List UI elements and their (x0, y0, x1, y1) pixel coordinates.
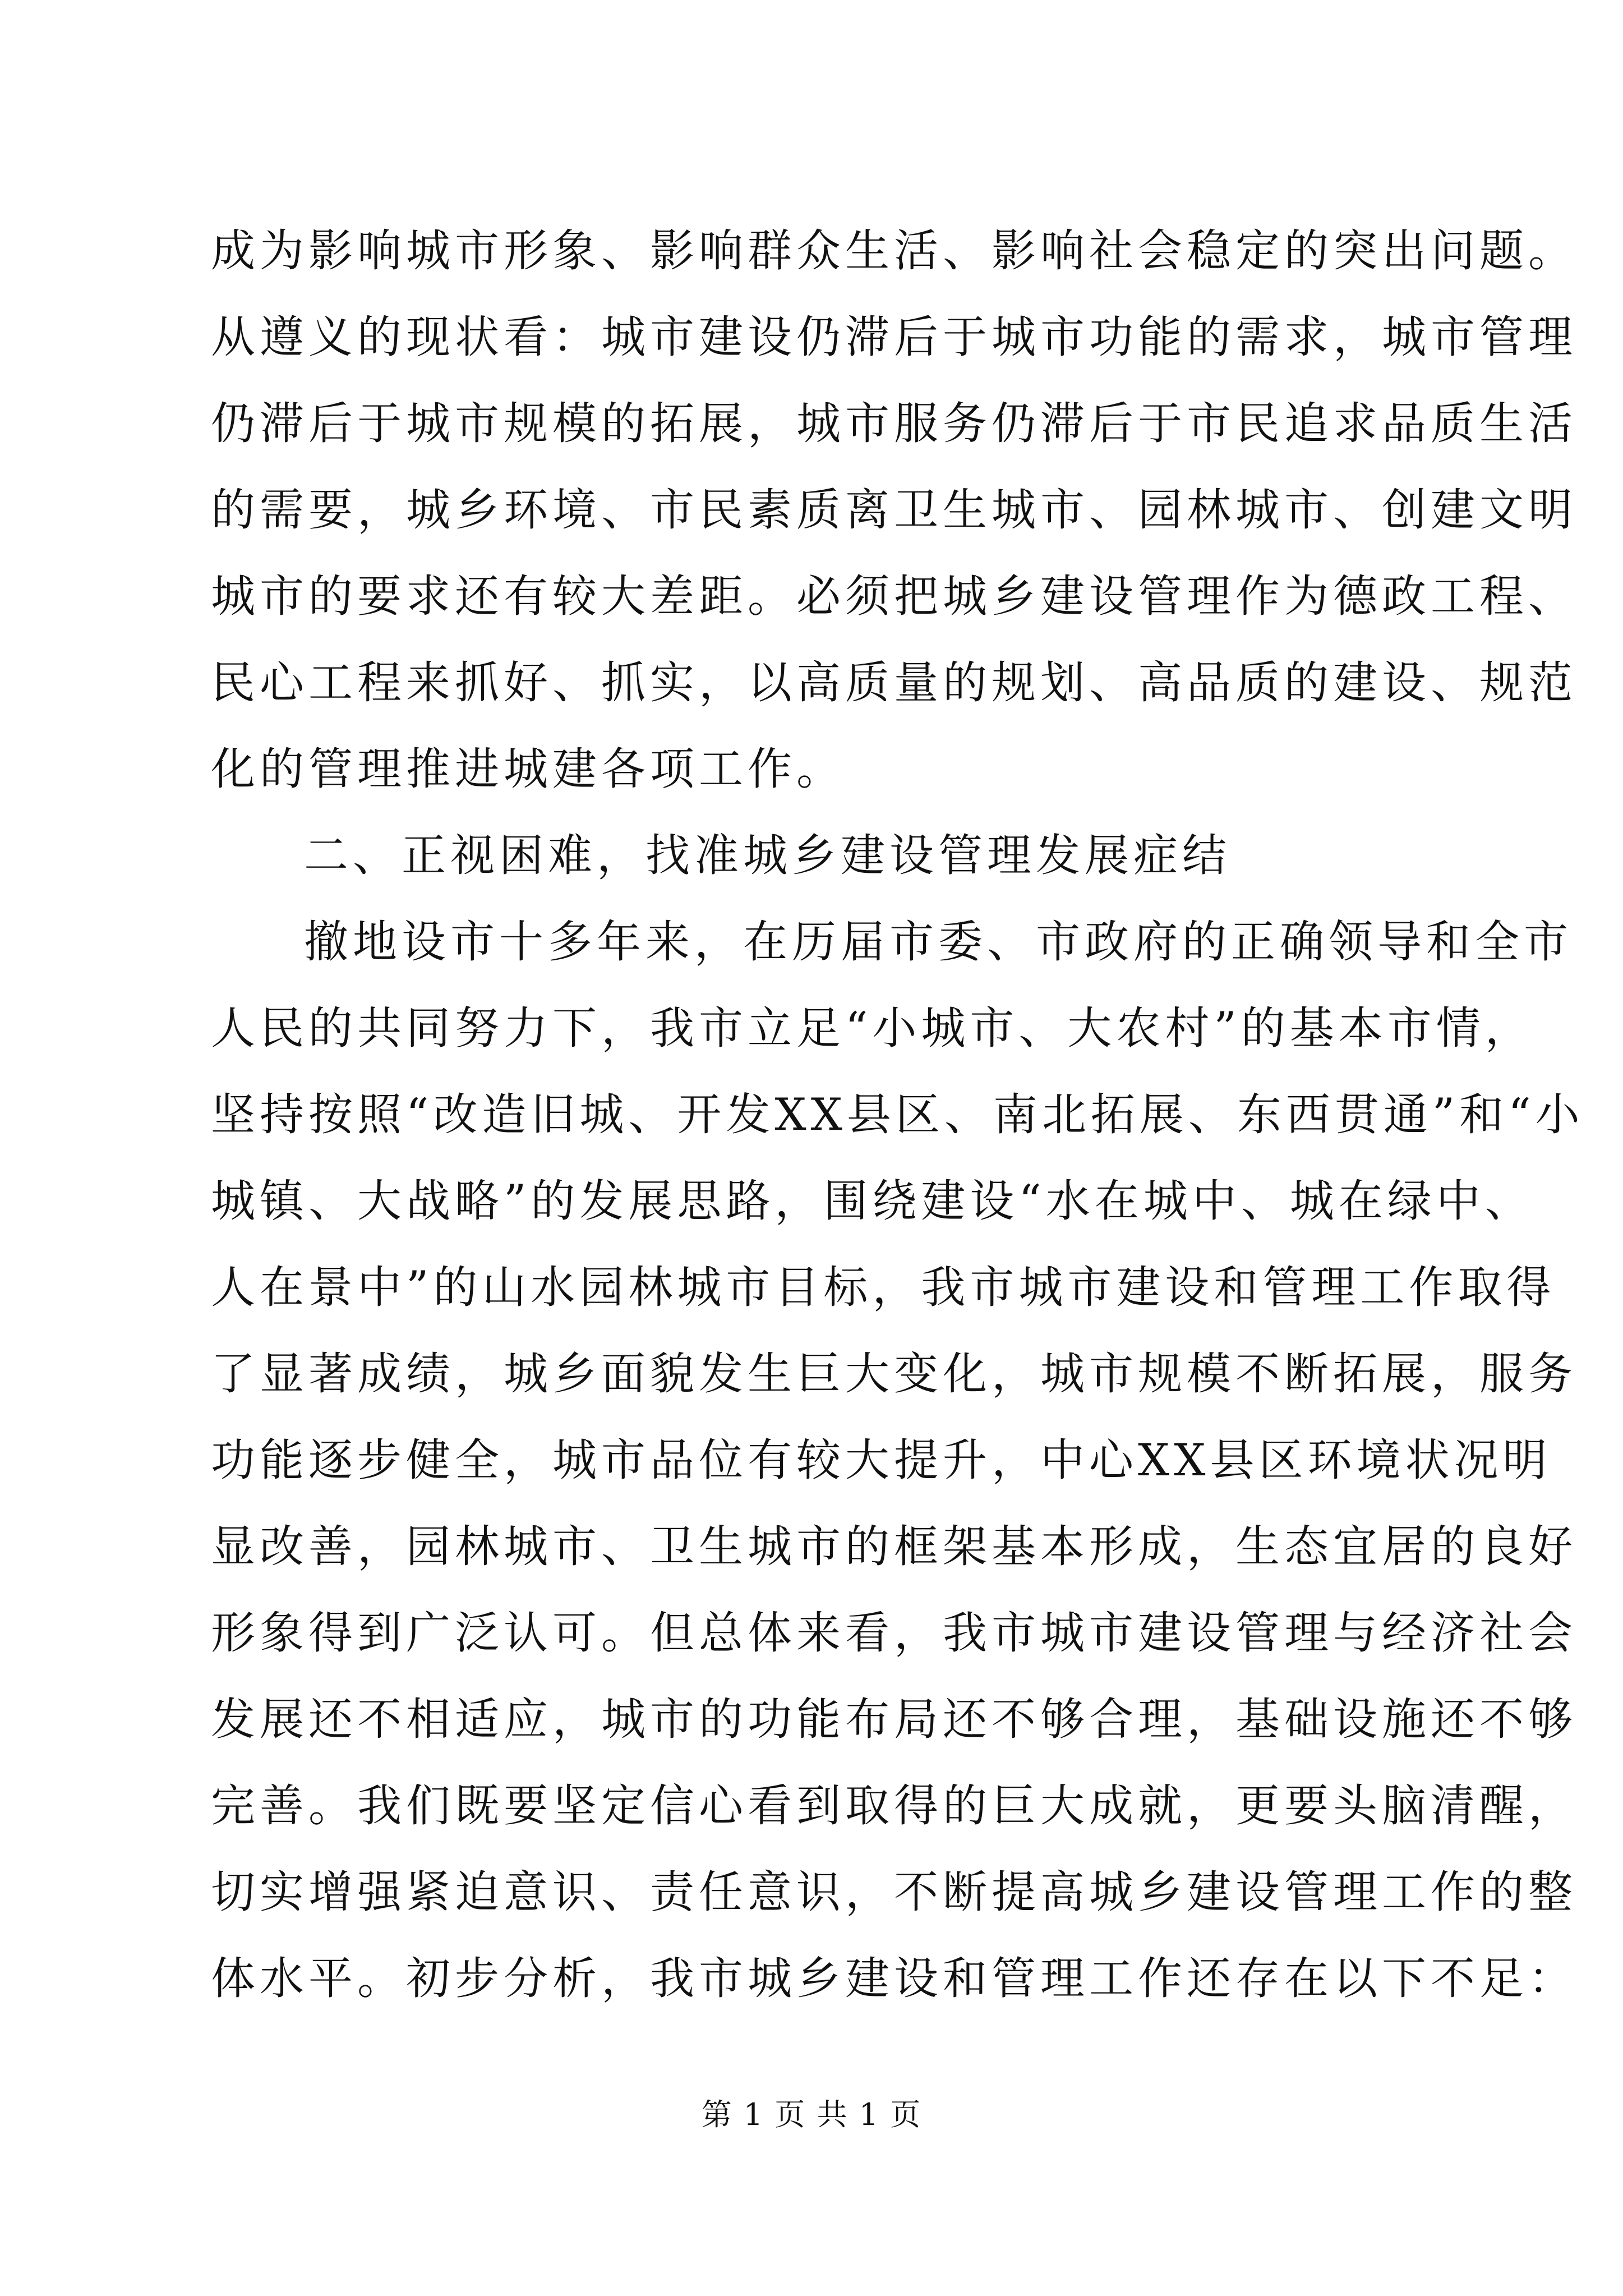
text-line: 民心工程来抓好、抓实，以高质量的规划、高品质的建设、规范 (211, 657, 1577, 708)
text-line: 城市的要求还有较大差距。必须把城乡建设管理作为德政工程、 (211, 570, 1577, 622)
text-line: 城镇、大战略”的发展思路，围绕建设“水在城中、城在绿中、 (211, 1175, 1534, 1227)
text-line: 化的管理推进城建各项工作。 (211, 743, 845, 795)
text-line: 完善。我们既要坚定信心看到取得的巨大成就，更要头脑清醒， (211, 1780, 1577, 1832)
text-line: 人在景中”的山水园林城市目标，我市城市建设和管理工作取得 (211, 1262, 1556, 1313)
text-line: 坚持按照“改造旧城、开发XX县区、南北拓展、东西贯通”和“小 (211, 1089, 1584, 1140)
text-line: 从遵义的现状看：城市建设仍滞后于城市功能的需求，城市管理 (211, 311, 1577, 363)
text-line: 了显著成绩，城乡面貌发生巨大变化，城市规模不断拓展，服务 (211, 1348, 1577, 1400)
text-line: 成为影响城市形象、影响群众生活、影响社会稳定的突出问题。 (211, 225, 1577, 277)
text-line: 人民的共同努力下，我市立足“小城市、大农村”的基本市情， (211, 1002, 1534, 1054)
text-line: 仍滞后于城市规模的拓展，城市服务仍滞后于市民追求品质生活 (211, 398, 1577, 449)
section-heading: 二、正视困难，找准城乡建设管理发展症结 (304, 830, 1231, 881)
text-line: 显改善，园林城市、卫生城市的框架基本形成，生态宜居的良好 (211, 1521, 1577, 1572)
document-body (211, 208, 1584, 2022)
text-line: 体水平。初步分析，我市城乡建设和管理工作还存在以下不足： (211, 1953, 1577, 2004)
text-line: 形象得到广泛认可。但总体来看，我市城市建设管理与经济社会 (211, 1607, 1577, 1659)
text-line: 切实增强紧迫意识、责任意识，不断提高城乡建设管理工作的整 (211, 1866, 1577, 1918)
text-line: 发展还不相适应，城市的功能布局还不够合理，基础设施还不够 (211, 1694, 1577, 1745)
paragraph-first-line: 撤地设市十多年来，在历届市委、市政府的正确领导和全市 (304, 916, 1573, 968)
page-footer (0, 2095, 1623, 2134)
text-line: 功能逐步健全，城市品位有较大提升，中心XX县区环境状况明 (211, 1434, 1552, 1486)
page-number-label: 第 1 页 共 1 页 (701, 2097, 922, 2132)
text-line: 的需要，城乡环境、市民素质离卫生城市、园林城市、创建文明 (211, 484, 1577, 536)
